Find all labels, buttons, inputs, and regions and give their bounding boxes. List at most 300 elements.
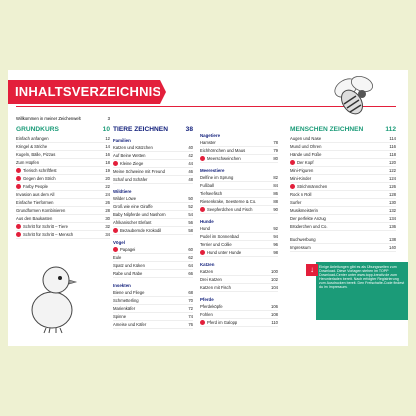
toc-entry-label	[16, 223, 68, 230]
toc-entry-text: Tierisch schriftfest	[23, 168, 57, 173]
download-icon	[16, 184, 21, 189]
toc-entry[interactable]	[113, 305, 193, 313]
toc-entry[interactable]	[200, 198, 278, 206]
toc-entry-label	[290, 215, 326, 222]
toc-entry-text: Schaf und Schäfer	[113, 177, 148, 182]
section-subheader: Hunde	[200, 219, 214, 224]
toc-entry-label	[16, 151, 55, 158]
toc-entry-page: 98	[273, 250, 278, 255]
toc-entry-label	[200, 190, 222, 197]
section-subheader: Nagetiere	[200, 133, 221, 138]
toc-entry-text: Tiefseefisch	[200, 191, 223, 196]
toc-entry-page: 64	[188, 263, 193, 268]
toc-entry-text: Wilder Löwe	[113, 196, 137, 201]
page-title: INHALTSVERZEICHNIS	[8, 80, 160, 104]
toc-entry[interactable]	[290, 207, 396, 215]
toc-entry[interactable]	[113, 227, 193, 235]
toc-entry-text: Grundformen Kombinieren	[16, 208, 66, 213]
toc-entry-page: 52	[188, 204, 193, 209]
welcome-entry[interactable]	[16, 116, 110, 121]
toc-entry-text: Invasion aus dem All	[16, 192, 55, 197]
toc-entry[interactable]	[200, 147, 278, 155]
toc-entry[interactable]	[200, 284, 278, 292]
toc-entry-text: Mini-Kinder	[290, 176, 312, 181]
toc-entry-text: Pferdeköpfe	[200, 304, 223, 309]
section-title: TIERE ZEICHNEN	[113, 126, 168, 133]
toc-entry-text: Buchwerbung	[290, 237, 316, 242]
toc-entry-label	[16, 135, 49, 142]
toc-entry-page: 12	[105, 136, 110, 141]
toc-entry-page: 30	[105, 216, 110, 221]
toc-entry-label	[200, 233, 239, 240]
toc-entry-label	[113, 254, 121, 261]
toc-entry-label	[290, 236, 316, 243]
toc-entry-text: Hund unter Hunde	[207, 250, 242, 255]
toc-entry-text: Hamster	[200, 140, 216, 145]
toc-entry-page: 82	[273, 175, 278, 180]
chick-sketch	[26, 262, 78, 334]
toc-entry[interactable]	[113, 246, 193, 254]
column-grundkurs	[16, 126, 110, 239]
toc-entry-label	[200, 249, 241, 256]
toc-entry-text: Der Kopf	[297, 160, 314, 165]
toc-entry-text: Schritt für Schritt – Mensch	[23, 232, 74, 237]
toc-entry-label	[113, 203, 153, 210]
column-tiere-2	[200, 128, 278, 327]
toc-entry-page: 56	[188, 220, 193, 225]
toc-entry-label	[113, 160, 143, 167]
toc-entry-page: 19	[105, 168, 110, 173]
column-tiere	[113, 126, 193, 329]
toc-entry[interactable]	[113, 313, 193, 321]
toc-entry-page: 140	[389, 245, 396, 250]
toc-entry-text: Einfache Tierformen	[16, 200, 54, 205]
toc-entry-label	[113, 219, 151, 226]
toc-entry-text: Meerschweinchen	[207, 156, 241, 161]
toc-entry[interactable]	[200, 182, 278, 190]
download-icon	[16, 224, 21, 229]
toc-entry[interactable]	[200, 241, 278, 249]
toc-entry-page: 26	[105, 200, 110, 205]
toc-entry-page: 18	[105, 160, 110, 165]
toc-entry[interactable]	[16, 191, 110, 199]
toc-entry[interactable]	[16, 143, 110, 151]
toc-entry-page: 134	[389, 216, 396, 221]
download-icon	[200, 320, 205, 325]
section-page: 38	[185, 126, 193, 133]
toc-entry[interactable]	[16, 207, 110, 215]
download-icon	[113, 161, 118, 166]
toc-entry[interactable]	[290, 151, 396, 159]
download-icon	[290, 160, 295, 165]
section-title: GRUNDKURS	[16, 126, 59, 133]
toc-entry-page: 110	[271, 320, 278, 325]
toc-entry[interactable]	[113, 219, 193, 227]
toc-entry-page: 74	[188, 314, 193, 319]
toc-entry[interactable]	[113, 152, 193, 160]
toc-entry-page: 104	[271, 285, 278, 290]
toc-entry-page: 22	[105, 184, 110, 189]
toc-entry[interactable]	[113, 211, 193, 219]
toc-entry-text: Meine Schweine mit Freund	[113, 169, 165, 174]
toc-entry-page: 28	[105, 208, 110, 213]
toc-entry[interactable]	[16, 231, 110, 239]
download-icon	[290, 184, 295, 189]
toc-entry-text: Katzen mit Fisch	[200, 285, 231, 290]
toc-entry-page: 118	[389, 152, 396, 157]
toc-entry-label	[290, 175, 311, 182]
toc-entry[interactable]	[200, 225, 278, 233]
toc-entry-text: Einfach anfangen	[16, 136, 49, 141]
toc-entry-page: 120	[389, 160, 396, 165]
toc-entry-text: Fußball	[200, 183, 214, 188]
download-icon	[16, 232, 21, 237]
toc-entry-text: Eule	[113, 255, 122, 260]
toc-entry[interactable]	[290, 135, 396, 143]
toc-entry[interactable]	[113, 297, 193, 305]
toc-entry[interactable]	[200, 276, 278, 284]
toc-entry[interactable]	[113, 144, 193, 152]
section-header	[290, 126, 396, 133]
toc-entry-label	[290, 207, 318, 214]
toc-entry-label	[290, 244, 311, 251]
toc-entry-label	[290, 191, 311, 198]
section-subheader: Vögel	[113, 240, 125, 245]
toc-entry-label	[113, 270, 142, 277]
toc-entry-page: 102	[271, 277, 278, 282]
toc-entry[interactable]	[16, 135, 110, 143]
toc-entry[interactable]	[200, 206, 278, 214]
toc-entry-text: Farby People	[23, 184, 48, 189]
download-icon	[200, 207, 205, 212]
download-note	[310, 262, 408, 320]
toc-entry[interactable]	[113, 203, 193, 211]
toc-entry-text: Baby Nilpferde und Nashorn	[113, 212, 166, 217]
toc-entry-label	[16, 143, 47, 150]
section-page: 10	[102, 126, 110, 133]
toc-entry[interactable]	[16, 151, 110, 159]
download-icon	[16, 168, 21, 173]
toc-entry[interactable]	[113, 321, 193, 329]
toc-entry-text: Rock n Roll	[290, 192, 312, 197]
toc-entry-label	[200, 311, 213, 318]
toc-entry[interactable]	[200, 233, 278, 241]
toc-entry-page: 94	[273, 234, 278, 239]
toc-entry-page: 84	[273, 183, 278, 188]
toc-entry-label	[290, 183, 327, 190]
toc-entry-text: Biene und Fliege	[113, 290, 145, 295]
toc-entry-page: 92	[273, 226, 278, 231]
toc-entry-text: Augen und Nase	[290, 136, 322, 141]
toc-entry-page: 70	[188, 298, 193, 303]
toc-entry-page: 42	[188, 153, 193, 158]
toc-entry-text: Katzen und Kätzchen	[113, 145, 153, 150]
toc-entry-page: 66	[188, 271, 193, 276]
toc-entry-text: Bezaubernde Krokodil	[120, 228, 162, 233]
toc-entry-label	[113, 305, 135, 312]
welcome-page: 3	[107, 116, 110, 121]
section-page: 112	[385, 126, 396, 133]
toc-entry-text: Papagei	[120, 247, 136, 252]
toc-entry-label	[16, 159, 39, 166]
download-icon	[16, 176, 21, 181]
toc-entry[interactable]	[113, 254, 193, 262]
toc-entry-text: Kugeln, Bälle, Pizzas	[16, 152, 56, 157]
toc-entry-text: Marienkäfer	[113, 306, 136, 311]
toc-entry-text: Fohlen	[200, 312, 213, 317]
toc-entry-text: Riesenkrake, Seesterne & Co.	[200, 199, 257, 204]
toc-entry-text: Pferd im Galopp	[207, 320, 238, 325]
toc-entry-label	[16, 199, 53, 206]
toc-entry-text: Kringel & Striche	[16, 144, 48, 149]
download-icon	[200, 250, 205, 255]
toc-entry-text: Zum Hüpfen	[16, 160, 40, 165]
toc-entry-text: Spatz und Küken	[113, 263, 145, 268]
toc-entry-label	[200, 182, 214, 189]
toc-entry-label	[113, 144, 153, 151]
toc-entry-text: Kleine Ziege	[120, 161, 144, 166]
toc-entry-page: 79	[273, 148, 278, 153]
section-subheader: Meerestiere	[200, 168, 225, 173]
download-icon	[113, 247, 118, 252]
toc-entry-text: Delfine im Sprung	[200, 175, 234, 180]
section-subheader: Katzen	[200, 262, 215, 267]
toc-entry-page: 76	[188, 322, 193, 327]
toc-entry[interactable]	[290, 236, 396, 244]
toc-entry-label	[113, 195, 136, 202]
toc-entry[interactable]	[290, 244, 396, 252]
toc-entry-page: 46	[188, 169, 193, 174]
toc-entry-page: 90	[273, 207, 278, 212]
download-icon	[113, 228, 118, 233]
toc-entry-text: Rabe und Rabe	[113, 271, 143, 276]
toc-entry-page: 122	[389, 168, 396, 173]
toc-entry-label	[200, 155, 241, 162]
toc-entry[interactable]	[290, 199, 396, 207]
toc-entry-label	[200, 139, 216, 146]
toc-entry-page: 128	[389, 192, 396, 197]
toc-entry[interactable]	[290, 215, 396, 223]
toc-entry[interactable]	[113, 262, 193, 270]
toc-entry-text: Mini-Figuren	[290, 168, 314, 173]
toc-entry-page: 58	[188, 228, 193, 233]
toc-entry-label	[113, 313, 126, 320]
toc-entry-page: 136	[389, 224, 396, 229]
toc-entry-label	[200, 268, 213, 275]
toc-entry-page: 100	[271, 269, 278, 274]
toc-entry-text: Ameise und Käfer	[113, 322, 147, 327]
toc-entry-label	[200, 225, 210, 232]
toc-entry-text: Aus den Baukasten	[16, 216, 53, 221]
toc-entry-label	[16, 183, 48, 190]
toc-entry-label	[200, 174, 233, 181]
toc-entry-page: 68	[188, 290, 193, 295]
toc-entry-label	[290, 151, 321, 158]
toc-entry-text: Impressum	[290, 245, 311, 250]
toc-entry-page: 124	[389, 176, 396, 181]
toc-entry-text: Gegen den Strich	[23, 176, 56, 181]
toc-entry[interactable]	[290, 183, 396, 191]
toc-entry-page: 48	[188, 177, 193, 182]
toc-entry[interactable]	[290, 223, 396, 231]
toc-entry[interactable]	[16, 215, 110, 223]
toc-entry-page: 72	[188, 306, 193, 311]
toc-entry-page: 106	[271, 304, 278, 309]
toc-entry-label	[16, 167, 57, 174]
toc-entry-page: 62	[188, 255, 193, 260]
toc-entry-text: Musikmeisterin	[290, 208, 318, 213]
toc-entry-label	[290, 223, 327, 230]
toc-entry-label	[113, 168, 165, 175]
download-arrow-icon: ↓	[306, 264, 318, 276]
toc-entry[interactable]	[200, 268, 278, 276]
toc-entry-text: Groß wie eine Giraffe	[113, 204, 153, 209]
toc-entry-text: Drei Katzen	[200, 277, 222, 282]
toc-entry-text: Auf Beine Wetten	[113, 153, 146, 158]
toc-entry-page: 24	[105, 192, 110, 197]
section-subheader: Pferde	[200, 297, 214, 302]
toc-entry-page: 88	[273, 199, 278, 204]
toc-entry-label	[16, 175, 56, 182]
toc-entry-text: Schmetterling	[113, 298, 139, 303]
toc-entry-label	[113, 321, 146, 328]
toc-entry-page: 32	[105, 224, 110, 229]
download-icon	[200, 156, 205, 161]
column-menschen	[290, 126, 396, 252]
toc-entry-text: Spinne	[113, 314, 127, 319]
toc-entry-label	[200, 206, 252, 213]
section-header	[16, 126, 110, 133]
toc-entry-page: 78	[273, 140, 278, 145]
toc-entry-page: 40	[188, 145, 193, 150]
toc-entry-text: Terrier und Collie	[200, 242, 232, 247]
toc-entry-label	[290, 143, 321, 150]
toc-entry[interactable]	[16, 167, 110, 175]
toc-entry-text: Mund und Ohren	[290, 144, 322, 149]
toc-entry-label	[200, 241, 232, 248]
toc-entry[interactable]	[113, 270, 193, 278]
toc-entry[interactable]	[200, 303, 278, 311]
toc-entry[interactable]	[290, 191, 396, 199]
download-note-text: Einige Anleitungen gibt es als Übungsseiten zum Download. Diese Vorlagen stehen im TOPP Download-Center unter www.topp-kreativ.de zum Herunterladen bereit. Nach erfolgter Registrierung zum Ausdrucken bereit. Den Freischalte-Code findest du im Impressum.	[319, 265, 405, 289]
toc-entry-label	[200, 319, 237, 326]
toc-entry-page: 86	[273, 191, 278, 196]
section-header	[113, 126, 193, 133]
toc-entry-page: 14	[105, 144, 110, 149]
toc-entry-label	[113, 297, 139, 304]
toc-entry[interactable]	[290, 175, 396, 183]
toc-entry-text: Brüderchen und Co.	[290, 224, 328, 229]
toc-entry-label	[113, 211, 166, 218]
toc-entry[interactable]	[200, 155, 278, 163]
toc-entry-label	[113, 262, 145, 269]
toc-entry-page: 34	[105, 232, 110, 237]
toc-entry-label	[113, 289, 144, 296]
toc-entry-page: 114	[389, 136, 396, 141]
toc-entry-text: Surfer	[290, 200, 302, 205]
toc-entry-label	[200, 303, 223, 310]
toc-entry[interactable]	[16, 159, 110, 167]
toc-entry[interactable]	[200, 174, 278, 182]
toc-entry-page: 20	[105, 176, 110, 181]
toc-entry-label	[113, 227, 161, 234]
toc-entry-page: 60	[188, 247, 193, 252]
toc-entry[interactable]	[16, 175, 110, 183]
toc-entry-text: Seepferdchen und Fisch	[207, 207, 253, 212]
toc-entry-label	[200, 284, 231, 291]
toc-entry-page: 54	[188, 212, 193, 217]
toc-entry-label	[200, 198, 256, 205]
toc-entry[interactable]	[200, 190, 278, 198]
toc-entry[interactable]	[113, 289, 193, 297]
toc-entry-page: 116	[389, 144, 396, 149]
section-subheader: Insekten	[113, 283, 131, 288]
toc-entry-text: Pudel im Sonnenbad	[200, 234, 239, 239]
toc-entry[interactable]	[113, 176, 193, 184]
bee-sketch	[330, 74, 376, 120]
toc-entry-label	[200, 147, 245, 154]
toc-entry[interactable]	[200, 319, 278, 327]
toc-entry-label	[16, 191, 54, 198]
toc-entry-label	[113, 246, 135, 253]
toc-entry[interactable]	[16, 223, 110, 231]
toc-entry-page: 108	[271, 312, 278, 317]
toc-entry[interactable]	[16, 183, 110, 191]
toc-entry-label	[290, 135, 321, 142]
welcome-label: Willkommen in meiner Zeichenwelt	[16, 116, 81, 121]
section-title: MENSCHEN ZEICHNEN	[290, 126, 364, 133]
toc-entry[interactable]	[113, 195, 193, 203]
toc-entry-page: 16	[105, 152, 110, 157]
toc-entry-label	[290, 167, 313, 174]
section-subheader: Familien	[113, 138, 131, 143]
toc-entry-text: Eichhörnchen und Maus	[200, 148, 246, 153]
toc-entry-text: Der perfekte Anzug	[290, 216, 326, 221]
toc-entry-text: Hände und Füße	[290, 152, 322, 157]
toc-entry-text: Strichmännchen	[297, 184, 328, 189]
toc-entry-page: 80	[273, 156, 278, 161]
toc-entry-label	[200, 276, 222, 283]
toc-entry-label	[16, 231, 73, 238]
toc-entry-page: 138	[389, 237, 396, 242]
toc-entry-text: Katzen	[200, 269, 214, 274]
toc-entry[interactable]	[113, 160, 193, 168]
toc-entry-page: 50	[188, 196, 193, 201]
toc-entry-label	[290, 159, 314, 166]
toc-entry[interactable]	[290, 159, 396, 167]
toc-entry-text: Schritt für Schritt – Tiere	[23, 224, 68, 229]
toc-entry[interactable]	[16, 199, 110, 207]
toc-entry-label	[113, 176, 147, 183]
toc-entry-page: 96	[273, 242, 278, 247]
toc-entry-page: 44	[188, 161, 193, 166]
toc-entry-page: 132	[389, 208, 396, 213]
toc-entry-label	[16, 207, 65, 214]
toc-entry[interactable]	[200, 311, 278, 319]
toc-entry[interactable]	[290, 143, 396, 151]
toc-entry[interactable]	[290, 167, 396, 175]
toc-entry-text: Afrikanischer Elefant	[113, 220, 152, 225]
toc-entry[interactable]	[200, 139, 278, 147]
section-subheader: Wildtiere	[113, 189, 132, 194]
toc-entry[interactable]	[113, 168, 193, 176]
toc-entry-page: 130	[389, 200, 396, 205]
toc-entry[interactable]	[200, 249, 278, 257]
toc-entry-text: Hund	[200, 226, 211, 231]
toc-entry-label	[16, 215, 52, 222]
toc-entry-label	[113, 152, 146, 159]
toc-entry-page: 126	[389, 184, 396, 189]
